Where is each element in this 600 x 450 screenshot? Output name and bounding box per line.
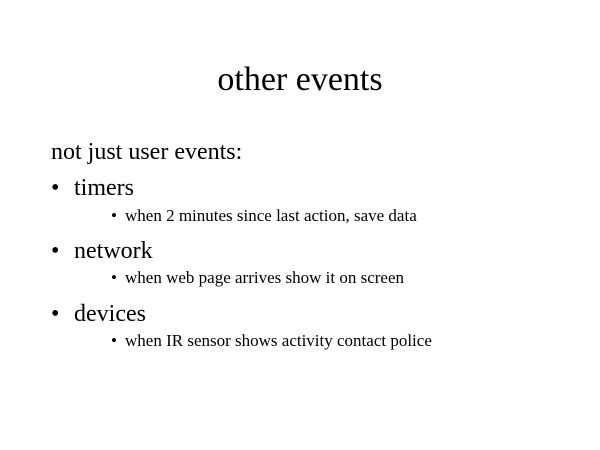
- sub-bullet-icon: •: [111, 331, 117, 350]
- sub-bullet-label: when 2 minutes since last action, save data: [125, 206, 417, 225]
- bullet-label: timers: [74, 175, 134, 201]
- bullet-icon: •: [51, 175, 60, 201]
- sub-bullet-label: when web page arrives show it on screen: [125, 268, 404, 287]
- sub-bullet-label: when IR sensor shows activity contact police: [125, 331, 432, 350]
- bullet-label: network: [74, 238, 153, 264]
- bullet-icon: •: [51, 301, 60, 327]
- sub-bullet-icon: •: [111, 206, 117, 225]
- sub-bullet-icon: •: [111, 268, 117, 287]
- intro-text: not just user events:: [51, 139, 243, 165]
- bullet-label: devices: [74, 301, 146, 327]
- slide-title: other events: [217, 61, 383, 98]
- bullet-icon: •: [51, 238, 60, 264]
